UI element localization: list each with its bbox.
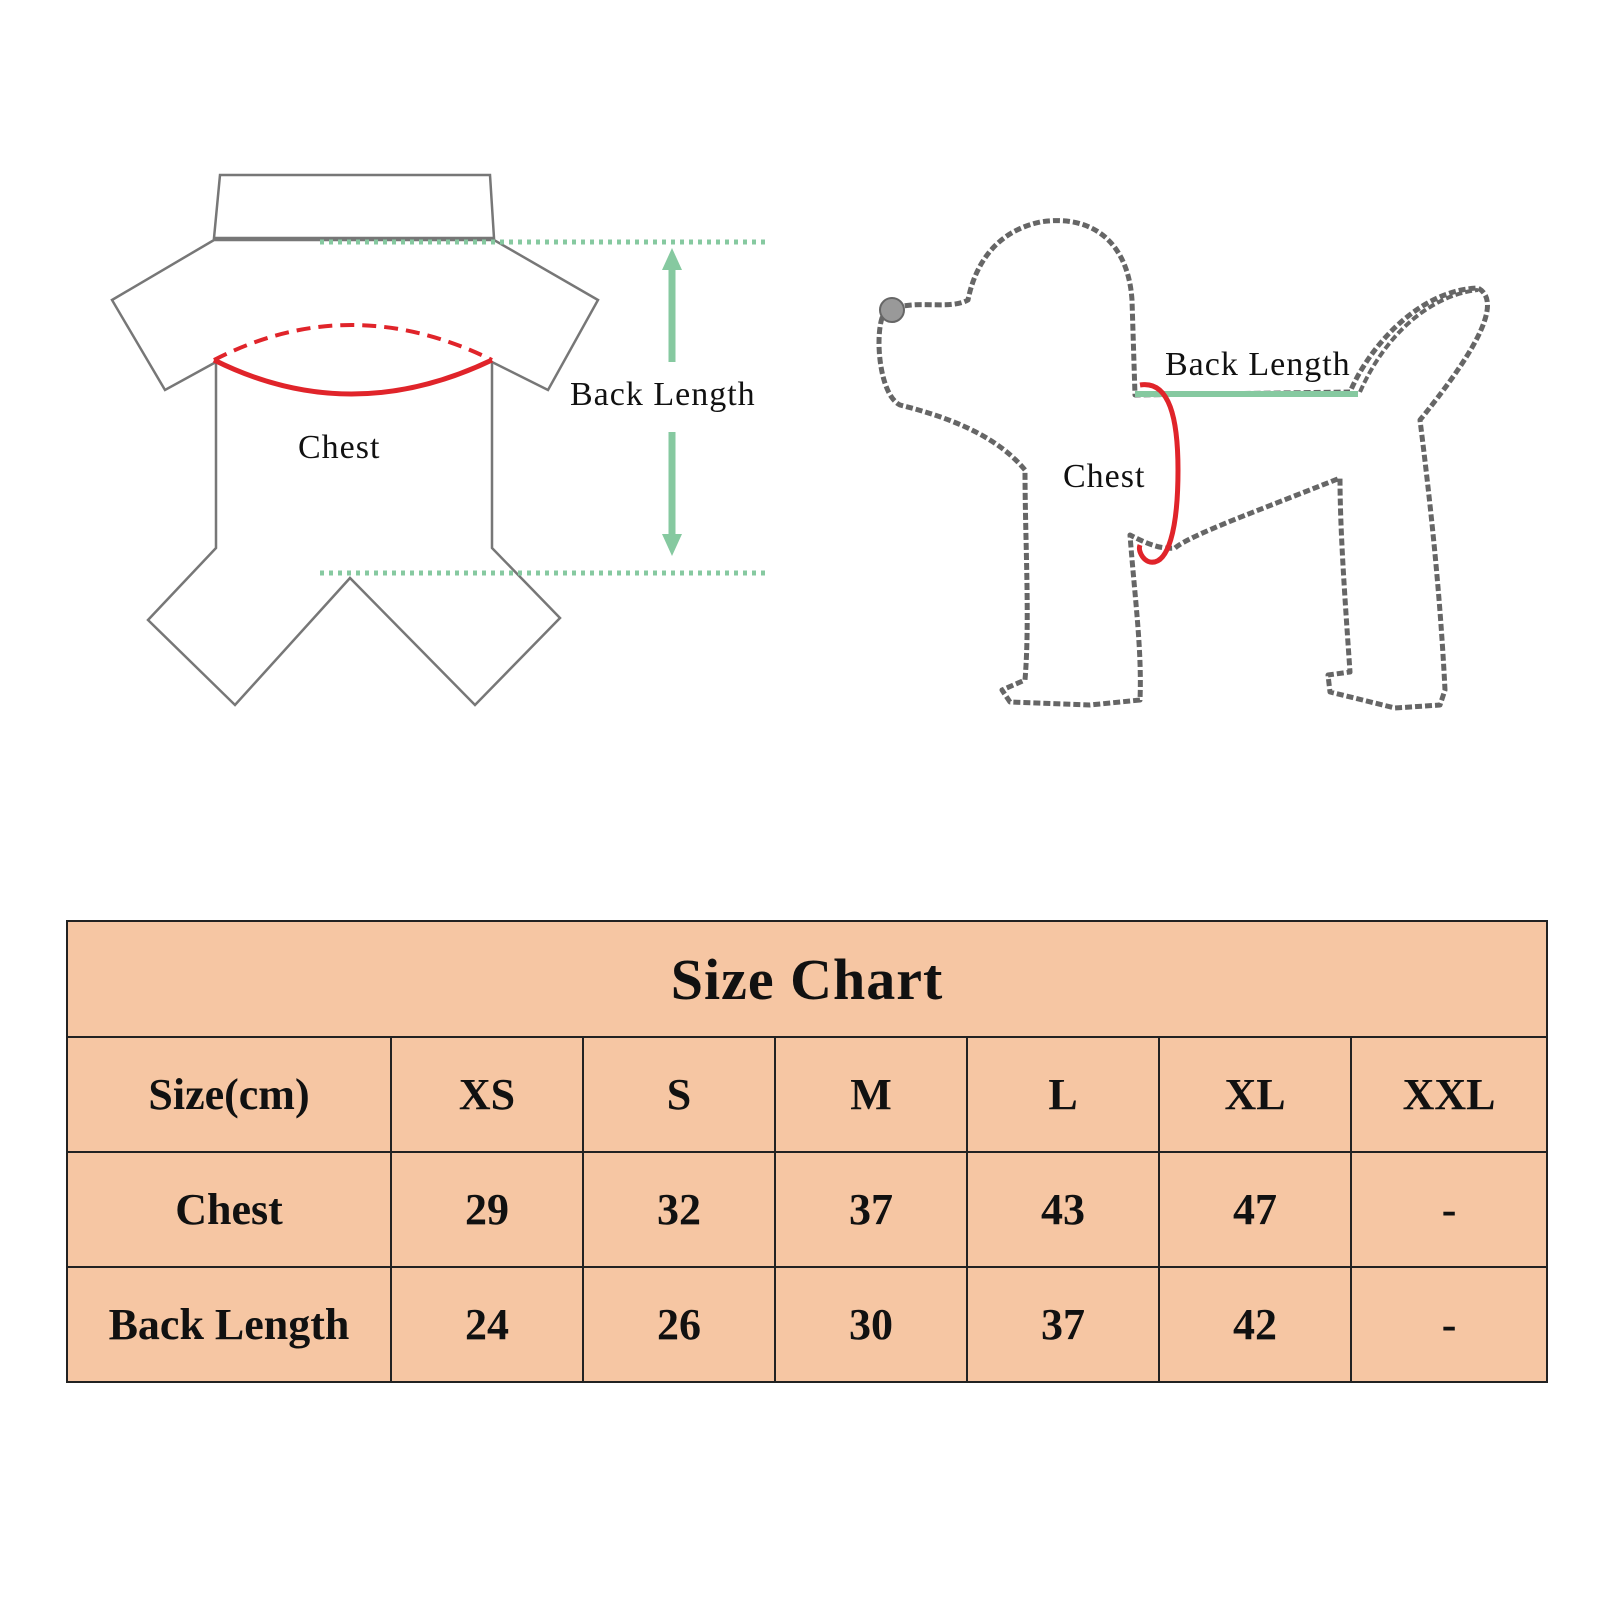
dog-diagram — [879, 221, 1487, 708]
size-chart-table — [66, 920, 1548, 1383]
table-row-label: Chest — [67, 1152, 391, 1267]
table-header-cell: S — [583, 1037, 775, 1152]
table-cell: - — [1351, 1267, 1547, 1382]
table-row — [67, 1267, 1547, 1382]
dog-back-length-label: Back Length — [1165, 346, 1351, 383]
garment-diagram — [112, 175, 765, 705]
table-cell: 47 — [1159, 1152, 1351, 1267]
table-cell: 26 — [583, 1267, 775, 1382]
garment-back-length-label: Back Length — [570, 376, 756, 413]
table-cell: 32 — [583, 1152, 775, 1267]
table-cell: 30 — [775, 1267, 967, 1382]
table-row — [67, 1152, 1547, 1267]
table-cell: 37 — [967, 1267, 1159, 1382]
table-cell: 29 — [391, 1152, 583, 1267]
table-cell: 42 — [1159, 1267, 1351, 1382]
garment-outline — [112, 240, 598, 705]
table-header-cell: XXL — [1351, 1037, 1547, 1152]
garment-collar — [214, 175, 494, 238]
table-row-label: Back Length — [67, 1267, 391, 1382]
dog-outline — [879, 221, 1487, 708]
table-cell: 24 — [391, 1267, 583, 1382]
table-cell: - — [1351, 1152, 1547, 1267]
table-header-cell: XS — [391, 1037, 583, 1152]
table-header-cell: M — [775, 1037, 967, 1152]
table-header-row — [67, 1037, 1547, 1152]
dog-chest-label: Chest — [1063, 458, 1146, 495]
size-chart-title: Size Chart — [67, 921, 1547, 1037]
garment-chest-label: Chest — [298, 429, 381, 466]
table-header-cell: XL — [1159, 1037, 1351, 1152]
table-header-cell: Size(cm) — [67, 1037, 391, 1152]
table-cell: 37 — [775, 1152, 967, 1267]
table-header-cell: L — [967, 1037, 1159, 1152]
table-cell: 43 — [967, 1152, 1159, 1267]
dog-nose — [880, 298, 904, 322]
